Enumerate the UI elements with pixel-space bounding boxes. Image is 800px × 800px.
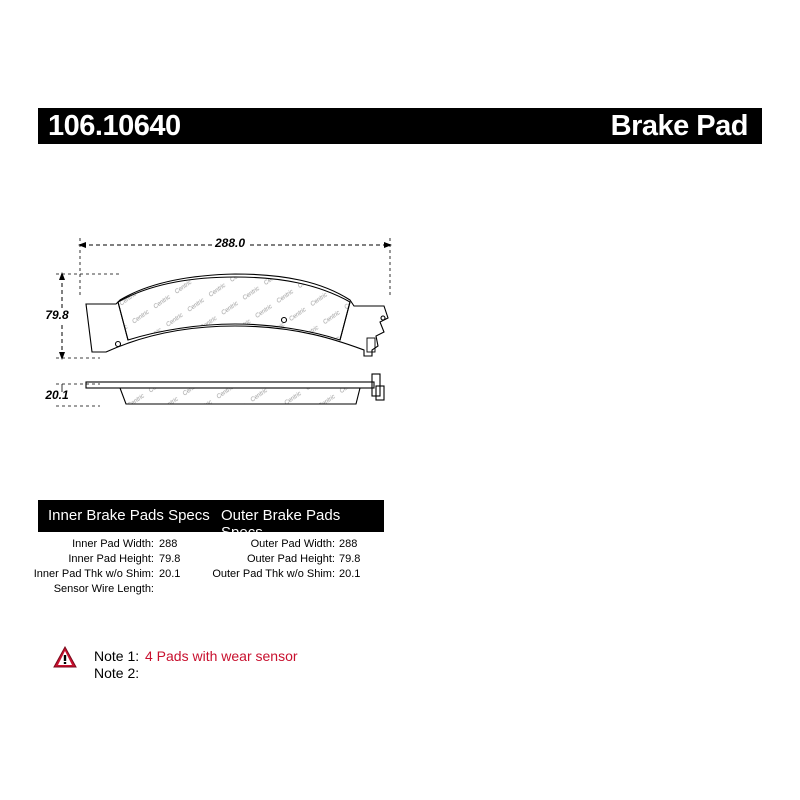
spec-label: Inner Pad Width: <box>72 538 154 550</box>
part-number: 106.10640 <box>48 110 181 142</box>
note-1-value: 4 Pads with wear sensor <box>145 648 298 664</box>
spec-value: 288 <box>339 538 358 550</box>
height-dimension <box>42 274 120 358</box>
spec-label: Outer Pad Height: <box>246 553 335 565</box>
spec-value: 79.8 <box>159 553 181 565</box>
spec-value: 20.1 <box>339 568 361 580</box>
thickness-dimension <box>44 384 100 406</box>
warning-icon <box>53 646 77 668</box>
spec-label: Outer Pad Thk w/o Shim: <box>212 568 335 580</box>
inner-specs-title: Inner Brake Pads Specs <box>48 507 210 524</box>
spec-label: Outer Pad Width: <box>250 538 335 550</box>
product-type: Brake Pad <box>610 110 748 142</box>
spec-label: Inner Pad Height: <box>68 553 154 565</box>
pad-side-view <box>86 374 384 404</box>
spec-value: 288 <box>159 538 178 550</box>
thickness-label: 20.1 <box>45 388 69 402</box>
specs-header <box>38 500 384 541</box>
spec-label: Inner Pad Thk w/o Shim: <box>33 568 154 580</box>
height-label: 79.8 <box>45 308 69 322</box>
width-label: 288.0 <box>214 236 246 250</box>
pad-front-view <box>86 274 388 356</box>
note-2-label: Note 2: <box>94 665 140 681</box>
outer-specs-title: Outer Brake Pads Specs <box>221 507 341 541</box>
spec-value: 20.1 <box>159 568 181 580</box>
spec-label: Sensor Wire Length: <box>53 583 154 595</box>
note-1-label: Note 1: <box>94 648 140 664</box>
spec-value: 79.8 <box>339 553 361 565</box>
